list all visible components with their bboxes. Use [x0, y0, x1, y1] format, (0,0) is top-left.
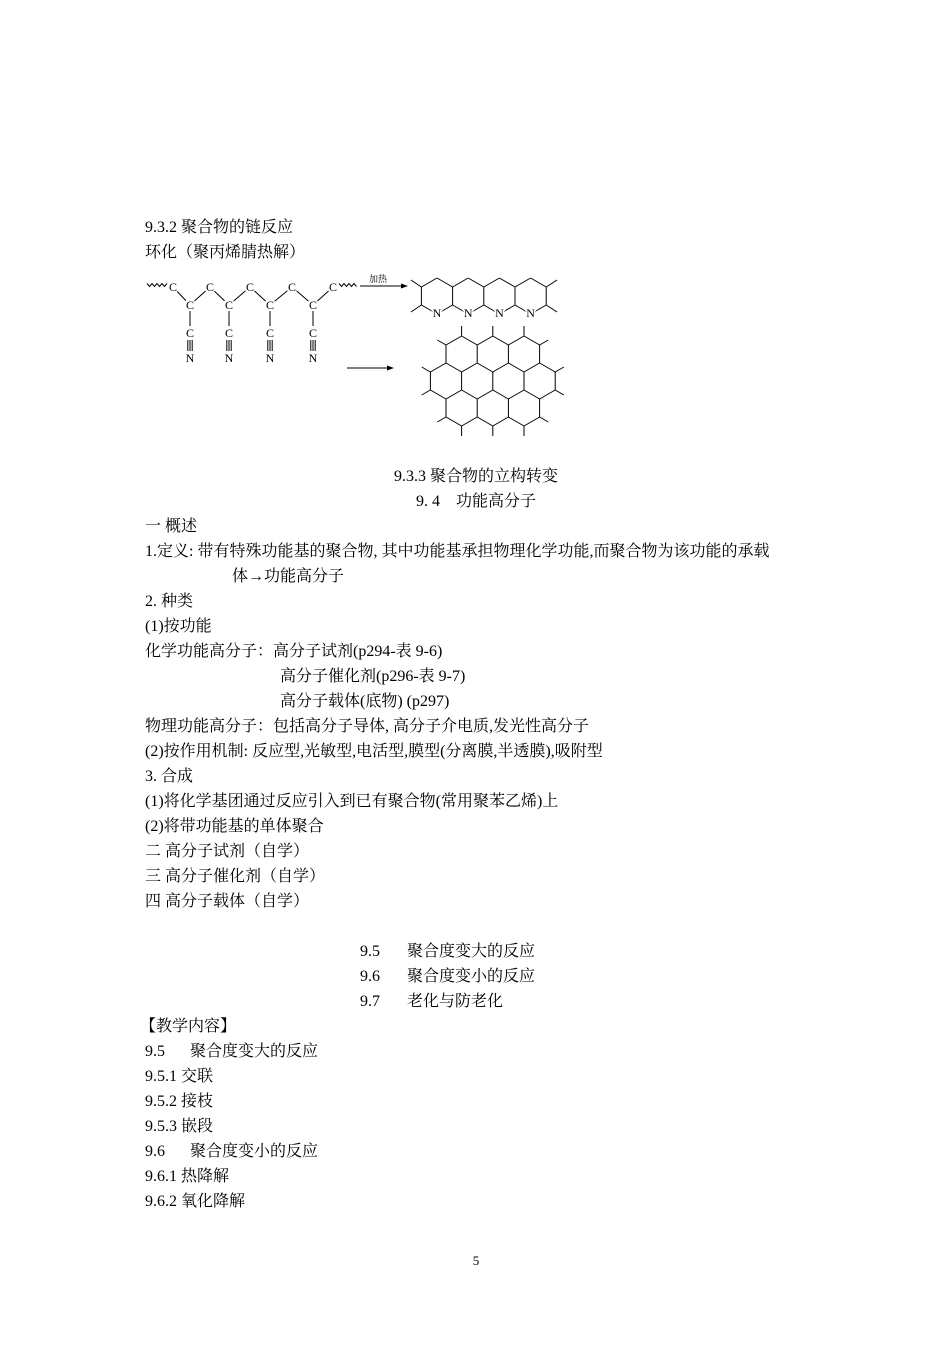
backbone-bond-line: [214, 291, 224, 301]
chain-continuation-wavy-line: [339, 284, 357, 287]
graphite-ring-bond-line: [508, 363, 524, 372]
heat-condition-label: 加热: [368, 275, 388, 285]
polymer-reagents-heading: 二 高分子试剂（自学）: [145, 843, 310, 860]
section-heading-9-4: 9. 4 功能高分子: [415, 493, 536, 510]
by-mechanism-label: (2)按作用机制: 反应型,光敏型,电活型,膜型(分离膜,半透膜),吸附型: [145, 743, 603, 760]
backbone-bond-line: [194, 291, 205, 301]
synthesis-title: 3. 合成: [145, 768, 194, 785]
graphite-ring-bond-line: [540, 390, 556, 399]
graphite-ring-bond-line: [524, 363, 540, 372]
dangling-bond-line: [555, 390, 564, 395]
backbone-bond-line: [254, 291, 265, 301]
ladder-ring-bond-line: [515, 278, 531, 287]
content-subsection: 9.6.1 热降解: [145, 1168, 230, 1185]
dangling-bond-line: [437, 417, 446, 422]
graphite-ring-bond-line: [524, 390, 540, 399]
section-heading-9-3-3: 9.3.3 聚合物的立构转变: [393, 468, 558, 485]
content-subsection: 9.6.2 氧化降解: [145, 1193, 246, 1210]
dangling-bond-line: [422, 367, 431, 372]
graphite-ring-bond-line: [477, 390, 493, 399]
graphite-ring-bond-line: [446, 336, 462, 345]
ladder-ring-bond-line: [421, 278, 437, 287]
chemical-functional-reagent: 化学功能高分子：高分子试剂(p294-表 9-6): [145, 643, 443, 660]
ring-nitrogen-label: N: [432, 306, 442, 320]
ring-nitrogen-label: N: [526, 306, 535, 320]
atom-labels-group: [169, 280, 535, 365]
backbone-bond-line: [275, 291, 288, 301]
backbone-bond-line: [234, 291, 246, 301]
graphite-ring-bond-line: [540, 363, 556, 372]
polymer-carriers-heading: 四 高分子载体（自学）: [145, 893, 310, 910]
overview-title: 一 概述: [145, 518, 198, 535]
nitrile-carbon-label: C: [265, 326, 275, 340]
section-heading-9-3-2: 9.3.2 聚合物的链反应: [145, 219, 294, 236]
content-subsection: 9.5.3 嵌段: [145, 1118, 214, 1135]
graphite-ring-bond-line: [430, 363, 446, 372]
ladder-ring-bond-line: [484, 278, 500, 287]
graphite-ring-bond-line: [462, 336, 478, 345]
backbone-bond-line: [297, 291, 309, 301]
outline-title: 聚合度变小的反应: [407, 968, 536, 985]
content-section-title: 聚合度变小的反应: [190, 1143, 319, 1160]
nitrile-nitrogen-label: N: [265, 351, 275, 365]
backbone-carbon-label: C: [168, 280, 178, 294]
backbone-carbon-label: C: [205, 280, 215, 294]
graphite-ring-bond-line: [446, 390, 462, 399]
ladder-end-bond-line: [411, 305, 421, 312]
graphite-ring-bond-line: [493, 363, 509, 372]
graphite-ring-bond-line: [430, 390, 446, 399]
polymer-catalysts-heading: 三 高分子催化剂（自学）: [145, 868, 326, 885]
types-title: 2. 种类: [145, 593, 194, 610]
outline-number: 9.6: [360, 968, 380, 985]
definition-line-2: 体→功能高分子: [232, 568, 345, 585]
outline-title: 聚合度变大的反应: [407, 943, 536, 960]
nitrile-nitrogen-label: N: [224, 351, 234, 365]
physical-functional-polymers: 物理功能高分子：包括高分子导体, 高分子介电质,发光性高分子: [145, 718, 590, 735]
ladder-ring-bond-line: [499, 278, 515, 287]
graphite-ring-bond-line: [477, 363, 493, 372]
dangling-bond-line: [540, 340, 549, 345]
ladder-end-bond-line: [411, 280, 421, 287]
outline-title: 老化与防老化: [407, 993, 504, 1010]
nitrile-carbon-label: C: [224, 326, 234, 340]
bond-lines-group: [147, 278, 564, 436]
backbone-carbon-label: C: [265, 298, 275, 312]
graphite-ring-bond-line: [446, 363, 462, 372]
dangling-bond-line: [540, 417, 549, 422]
dangling-bond-line: [437, 340, 446, 345]
heating-arrow-head: [401, 284, 408, 289]
outline-number: 9.5: [360, 943, 380, 960]
ladder-ring-bond-line: [437, 278, 453, 287]
content-section-number: 9.5: [145, 1043, 165, 1060]
nitrile-nitrogen-label: N: [185, 351, 195, 365]
graphite-ring-bond-line: [524, 417, 540, 426]
content-section-title: 聚合度变大的反应: [190, 1043, 319, 1060]
backbone-carbon-label: C: [224, 298, 234, 312]
ring-nitrogen-label: N: [495, 306, 504, 320]
dangling-bond-line: [555, 367, 564, 372]
ring-nitrogen-label: N: [463, 306, 473, 320]
content-section-number: 9.6: [145, 1143, 165, 1160]
ladder-ring-bond-line: [468, 278, 484, 287]
ladder-ring-bond-line: [453, 278, 469, 287]
content-subsection: 9.5.2 接枝: [145, 1093, 214, 1110]
chemical-functional-carrier: 高分子载体(底物) (p297): [280, 693, 450, 710]
graphite-ring-bond-line: [493, 390, 509, 399]
content-subsection: 9.5.1 交联: [145, 1068, 214, 1085]
backbone-bond-line: [317, 291, 328, 301]
graphite-ring-bond-line: [462, 363, 478, 372]
ladder-end-bond-line: [546, 305, 557, 312]
outline-number: 9.7: [360, 993, 380, 1010]
graphite-ring-bond-line: [508, 336, 524, 345]
dangling-bond-line: [422, 390, 431, 395]
graphite-ring-bond-line: [493, 417, 509, 426]
backbone-bond-line: [177, 291, 186, 300]
graphite-ring-bond-line: [477, 417, 493, 426]
cyclization-subheading: 环化（聚丙烯腈热解）: [145, 244, 306, 261]
graphite-ring-bond-line: [462, 417, 478, 426]
graphite-ring-bond-line: [493, 336, 509, 345]
graphite-ring-bond-line: [462, 390, 478, 399]
page-number: 5: [472, 1253, 480, 1268]
graphite-ring-bond-line: [477, 336, 493, 345]
graphite-ring-bond-line: [446, 417, 462, 426]
chain-continuation-wavy-line: [147, 284, 167, 287]
ladder-end-bond-line: [546, 280, 557, 287]
graphite-ring-bond-line: [524, 336, 540, 345]
backbone-carbon-label: C: [328, 280, 338, 294]
backbone-carbon-label: C: [308, 298, 318, 312]
synthesis-method-2: (2)将带功能基的单体聚合: [145, 818, 324, 835]
chemical-functional-catalyst: 高分子催化剂(p296-表 9-7): [280, 668, 466, 685]
definition-line-1: 1.定义: 带有特殊功能基的聚合物, 其中功能基承担物理化学功能,而聚合物为该功能的承载: [145, 543, 770, 560]
teaching-content-label: 【教学内容】: [140, 1018, 237, 1035]
nitrile-carbon-label: C: [185, 326, 195, 340]
by-function-label: (1)按功能: [145, 618, 212, 635]
ladder-ring-bond-line: [531, 278, 547, 287]
nitrile-nitrogen-label: N: [308, 351, 318, 365]
graphite-ring-bond-line: [508, 390, 524, 399]
conversion-arrow-head: [387, 366, 394, 371]
nitrile-carbon-label: C: [308, 326, 318, 340]
backbone-carbon-label: C: [245, 280, 255, 294]
backbone-carbon-label: C: [287, 280, 297, 294]
graphite-ring-bond-line: [508, 417, 524, 426]
synthesis-method-1: (1)将化学基团通过反应引入到已有聚合物(常用聚苯乙烯)上: [145, 793, 559, 810]
backbone-carbon-label: C: [185, 298, 195, 312]
pan-cyclization-reaction-diagram: [140, 265, 570, 450]
